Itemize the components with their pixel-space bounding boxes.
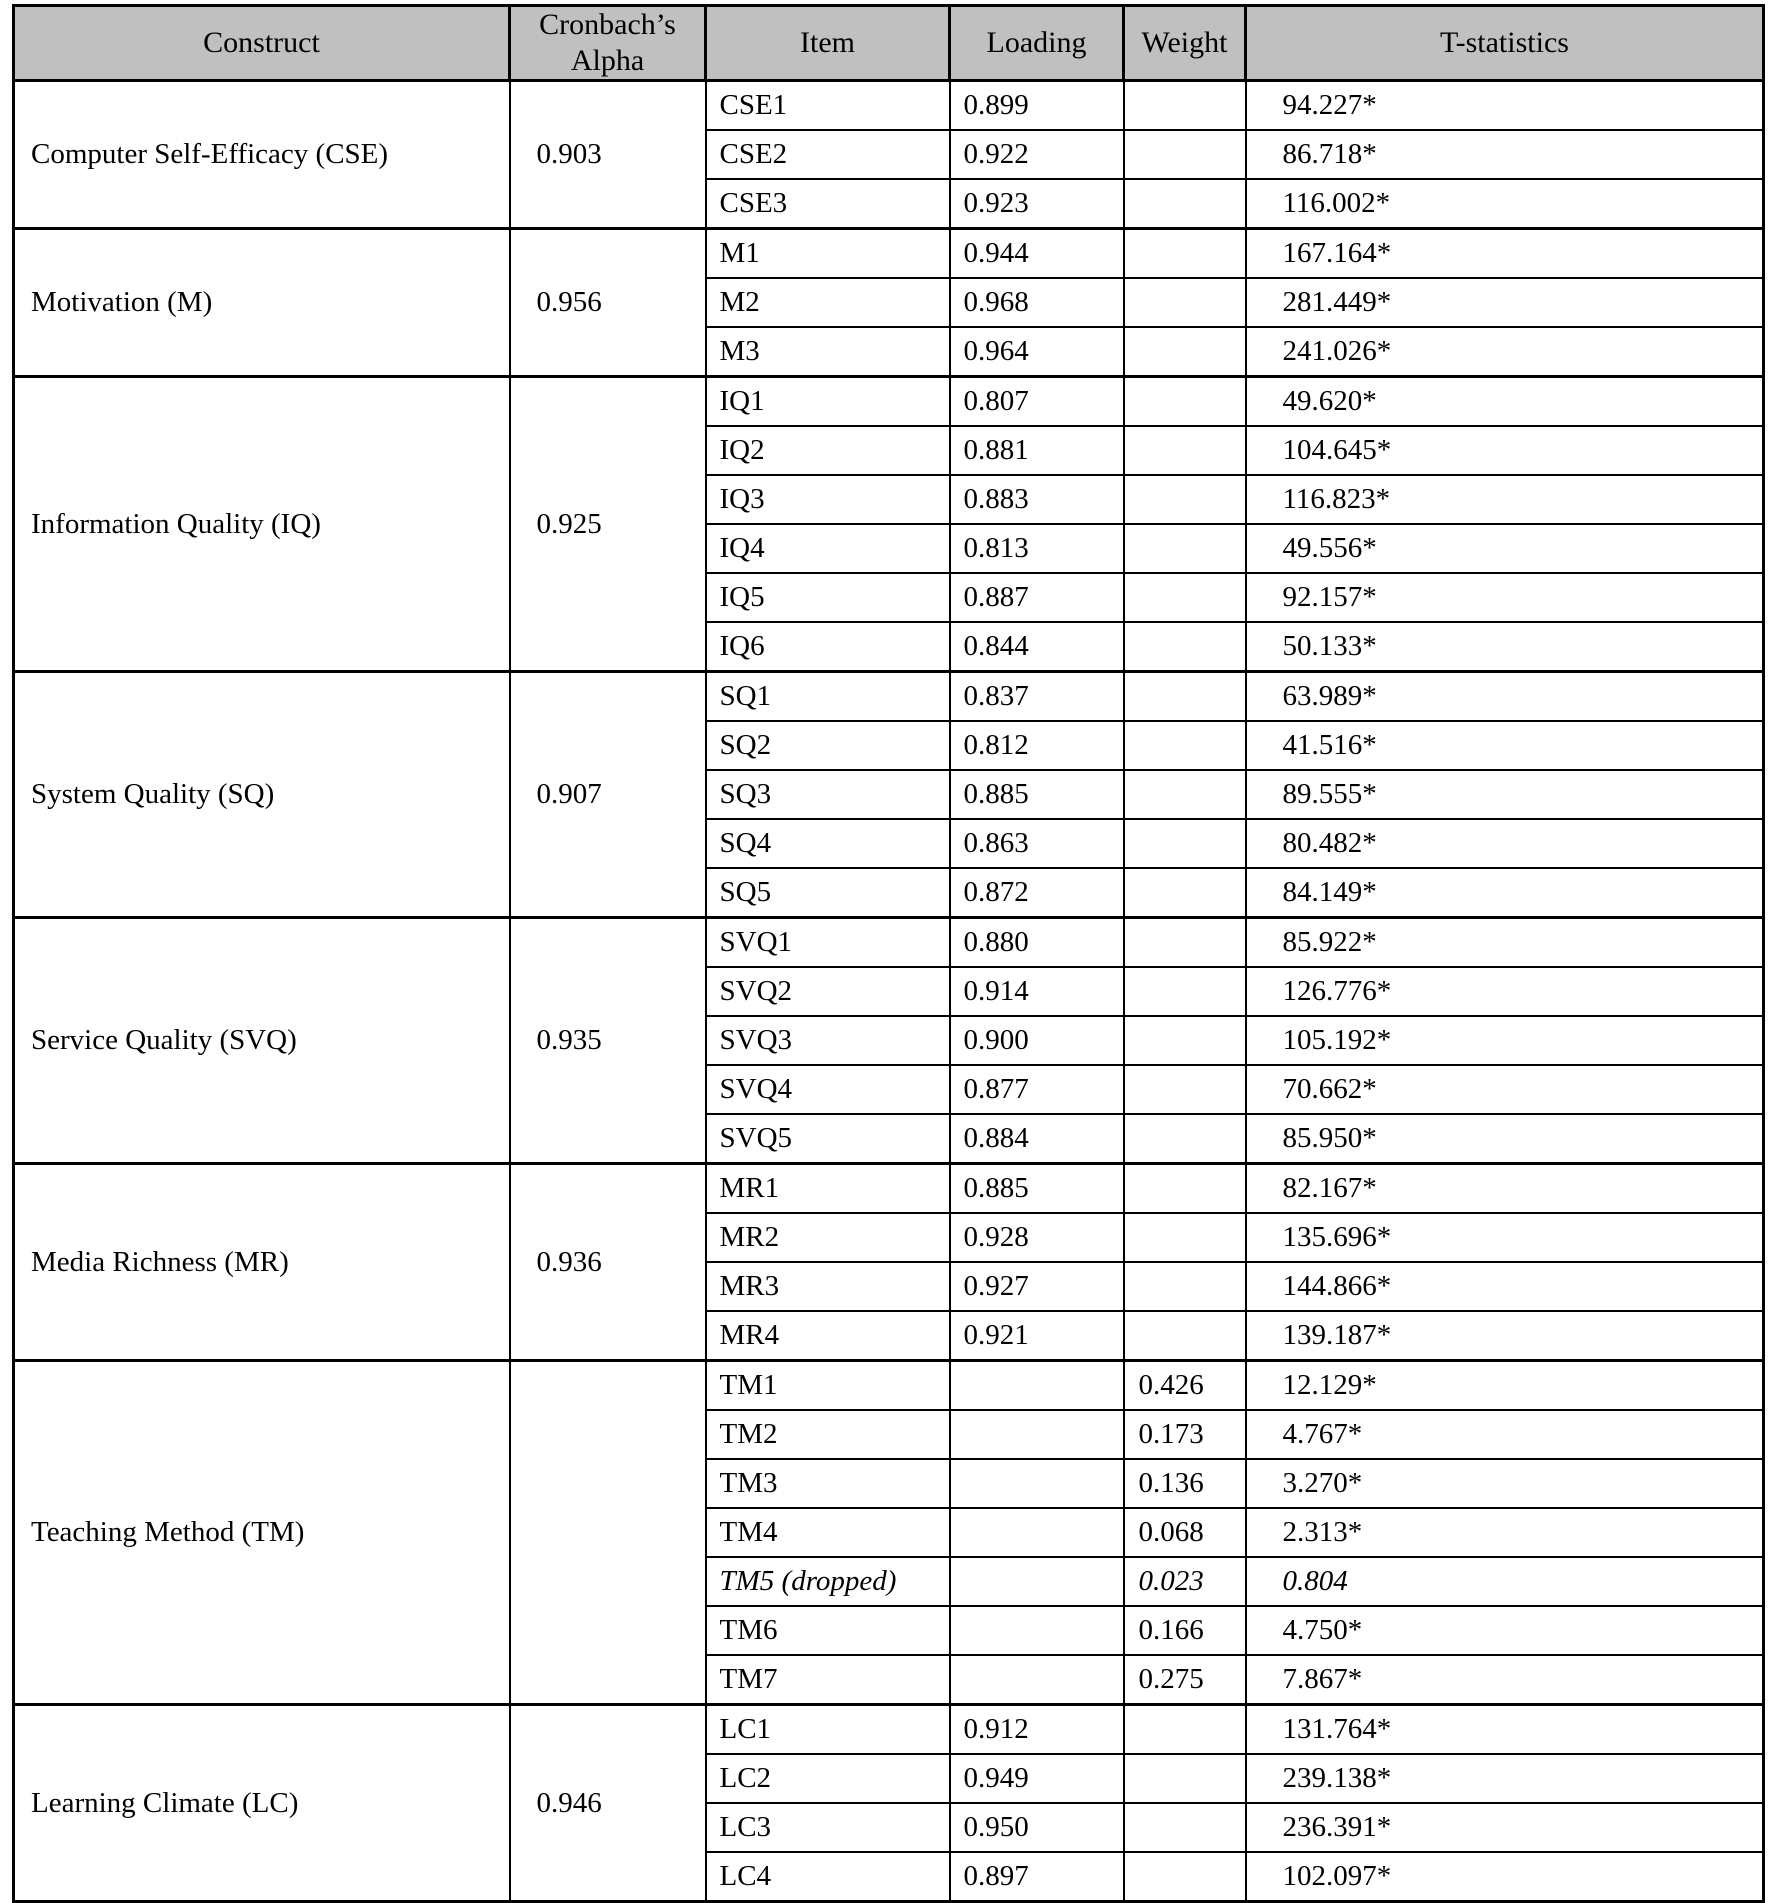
loading-cell: [950, 1508, 1124, 1557]
t-statistic-cell: 135.696*: [1246, 1213, 1764, 1262]
loading-cell: 0.807: [950, 377, 1124, 427]
loading-cell: [950, 1606, 1124, 1655]
item-cell: MR3: [706, 1262, 950, 1311]
t-statistic-cell: 281.449*: [1246, 278, 1764, 327]
item-cell: IQ3: [706, 475, 950, 524]
weight-cell: [1124, 278, 1246, 327]
t-statistic-cell: 49.620*: [1246, 377, 1764, 427]
weight-cell: 0.023: [1124, 1557, 1246, 1606]
item-cell: LC4: [706, 1852, 950, 1902]
item-cell: SQ1: [706, 672, 950, 722]
item-cell: SVQ4: [706, 1065, 950, 1114]
item-cell: LC1: [706, 1705, 950, 1755]
construct-cell: Teaching Method (TM): [14, 1361, 510, 1705]
t-statistic-cell: 131.764*: [1246, 1705, 1764, 1755]
loading-cell: 0.922: [950, 130, 1124, 179]
t-statistic-cell: 80.482*: [1246, 819, 1764, 868]
item-row: [14, 918, 1764, 968]
item-row: [14, 1705, 1764, 1755]
item-cell: SQ4: [706, 819, 950, 868]
t-statistic-cell: 84.149*: [1246, 868, 1764, 918]
item-row: [14, 377, 1764, 427]
weight-cell: [1124, 426, 1246, 475]
item-cell: CSE3: [706, 179, 950, 229]
item-cell: TM1: [706, 1361, 950, 1411]
loading-cell: 0.885: [950, 770, 1124, 819]
weight-cell: [1124, 721, 1246, 770]
weight-cell: [1124, 327, 1246, 377]
weight-cell: 0.426: [1124, 1361, 1246, 1411]
loading-cell: 0.914: [950, 967, 1124, 1016]
item-cell: SQ2: [706, 721, 950, 770]
t-statistic-cell: 50.133*: [1246, 622, 1764, 672]
loading-cell: 0.927: [950, 1262, 1124, 1311]
weight-cell: [1124, 377, 1246, 427]
loading-cell: [950, 1655, 1124, 1705]
weight-cell: [1124, 1213, 1246, 1262]
weight-cell: [1124, 81, 1246, 131]
t-statistic-cell: 4.767*: [1246, 1410, 1764, 1459]
t-statistic-cell: 104.645*: [1246, 426, 1764, 475]
t-statistic-cell: 92.157*: [1246, 573, 1764, 622]
weight-cell: [1124, 1065, 1246, 1114]
header-construct: Construct: [14, 6, 510, 81]
weight-cell: [1124, 868, 1246, 918]
header-item: Item: [706, 6, 950, 81]
item-cell: TM2: [706, 1410, 950, 1459]
header-weight: Weight: [1124, 6, 1246, 81]
loading-cell: 0.885: [950, 1164, 1124, 1214]
t-statistic-cell: 94.227*: [1246, 81, 1764, 131]
weight-cell: [1124, 770, 1246, 819]
item-cell: MR4: [706, 1311, 950, 1361]
item-cell: LC3: [706, 1803, 950, 1852]
loading-cell: 0.897: [950, 1852, 1124, 1902]
measurement-model-table: [12, 4, 1765, 1903]
weight-cell: [1124, 1262, 1246, 1311]
weight-cell: [1124, 1754, 1246, 1803]
cronbachs-alpha-cell: 0.936: [510, 1164, 706, 1361]
loading-cell: 0.887: [950, 573, 1124, 622]
weight-cell: 0.068: [1124, 1508, 1246, 1557]
weight-cell: 0.136: [1124, 1459, 1246, 1508]
table-body: [14, 81, 1764, 1902]
t-statistic-cell: 7.867*: [1246, 1655, 1764, 1705]
weight-cell: [1124, 1164, 1246, 1214]
construct-cell: Motivation (M): [14, 229, 510, 377]
item-cell: M2: [706, 278, 950, 327]
weight-cell: 0.166: [1124, 1606, 1246, 1655]
loading-cell: 0.921: [950, 1311, 1124, 1361]
t-statistic-cell: 116.002*: [1246, 179, 1764, 229]
construct-cell: Learning Climate (LC): [14, 1705, 510, 1902]
t-statistic-cell: 0.804: [1246, 1557, 1764, 1606]
weight-cell: [1124, 967, 1246, 1016]
item-cell: SQ3: [706, 770, 950, 819]
loading-cell: 0.964: [950, 327, 1124, 377]
item-cell: TM3: [706, 1459, 950, 1508]
t-statistic-cell: 105.192*: [1246, 1016, 1764, 1065]
item-cell: TM4: [706, 1508, 950, 1557]
loading-cell: 0.923: [950, 179, 1124, 229]
t-statistic-cell: 89.555*: [1246, 770, 1764, 819]
loading-cell: [950, 1557, 1124, 1606]
weight-cell: [1124, 1311, 1246, 1361]
weight-cell: [1124, 672, 1246, 722]
t-statistic-cell: 2.313*: [1246, 1508, 1764, 1557]
loading-cell: 0.968: [950, 278, 1124, 327]
construct-cell: Media Richness (MR): [14, 1164, 510, 1361]
item-row: [14, 229, 1764, 279]
loading-cell: 0.813: [950, 524, 1124, 573]
header-loading: Loading: [950, 6, 1124, 81]
weight-cell: [1124, 1705, 1246, 1755]
t-statistic-cell: 144.866*: [1246, 1262, 1764, 1311]
item-row: [14, 81, 1764, 131]
weight-cell: [1124, 229, 1246, 279]
weight-cell: 0.173: [1124, 1410, 1246, 1459]
loading-cell: 0.899: [950, 81, 1124, 131]
construct-cell: Information Quality (IQ): [14, 377, 510, 672]
weight-cell: [1124, 130, 1246, 179]
item-cell: TM7: [706, 1655, 950, 1705]
cronbachs-alpha-cell: 0.935: [510, 918, 706, 1164]
weight-cell: [1124, 1016, 1246, 1065]
loading-cell: 0.877: [950, 1065, 1124, 1114]
weight-cell: [1124, 475, 1246, 524]
item-cell: M3: [706, 327, 950, 377]
cronbachs-alpha-cell: 0.907: [510, 672, 706, 918]
weight-cell: [1124, 622, 1246, 672]
item-cell: TM5 (dropped): [706, 1557, 950, 1606]
cronbachs-alpha-cell: 0.903: [510, 81, 706, 229]
loading-cell: 0.837: [950, 672, 1124, 722]
item-cell: MR1: [706, 1164, 950, 1214]
t-statistic-cell: 82.167*: [1246, 1164, 1764, 1214]
t-statistic-cell: 3.270*: [1246, 1459, 1764, 1508]
item-cell: CSE2: [706, 130, 950, 179]
item-cell: TM6: [706, 1606, 950, 1655]
item-cell: SVQ1: [706, 918, 950, 968]
t-statistic-cell: 167.164*: [1246, 229, 1764, 279]
item-cell: IQ2: [706, 426, 950, 475]
loading-cell: 0.863: [950, 819, 1124, 868]
header-t-statistics: T-statistics: [1246, 6, 1764, 81]
weight-cell: [1124, 179, 1246, 229]
item-cell: SVQ3: [706, 1016, 950, 1065]
t-statistic-cell: 239.138*: [1246, 1754, 1764, 1803]
item-cell: IQ4: [706, 524, 950, 573]
loading-cell: 0.949: [950, 1754, 1124, 1803]
construct-cell: Computer Self-Efficacy (CSE): [14, 81, 510, 229]
loading-cell: 0.950: [950, 1803, 1124, 1852]
weight-cell: [1124, 1114, 1246, 1164]
t-statistic-cell: 49.556*: [1246, 524, 1764, 573]
item-row: [14, 1164, 1764, 1214]
header-row: [14, 6, 1764, 81]
weight-cell: [1124, 918, 1246, 968]
item-cell: IQ6: [706, 622, 950, 672]
t-statistic-cell: 126.776*: [1246, 967, 1764, 1016]
t-statistic-cell: 70.662*: [1246, 1065, 1764, 1114]
weight-cell: [1124, 573, 1246, 622]
header-cronbachs-alpha: Cronbach’s Alpha: [510, 6, 706, 81]
t-statistic-cell: 85.922*: [1246, 918, 1764, 968]
loading-cell: [950, 1459, 1124, 1508]
item-cell: MR2: [706, 1213, 950, 1262]
item-cell: SQ5: [706, 868, 950, 918]
t-statistic-cell: 241.026*: [1246, 327, 1764, 377]
loading-cell: 0.884: [950, 1114, 1124, 1164]
item-cell: IQ1: [706, 377, 950, 427]
loading-cell: 0.881: [950, 426, 1124, 475]
loading-cell: 0.883: [950, 475, 1124, 524]
loading-cell: 0.812: [950, 721, 1124, 770]
item-row: [14, 672, 1764, 722]
item-cell: SVQ2: [706, 967, 950, 1016]
t-statistic-cell: 63.989*: [1246, 672, 1764, 722]
cronbachs-alpha-cell: 0.925: [510, 377, 706, 672]
t-statistic-cell: 102.097*: [1246, 1852, 1764, 1902]
weight-cell: [1124, 1852, 1246, 1902]
cronbachs-alpha-cell: 0.946: [510, 1705, 706, 1902]
loading-cell: 0.912: [950, 1705, 1124, 1755]
t-statistic-cell: 12.129*: [1246, 1361, 1764, 1411]
item-cell: LC2: [706, 1754, 950, 1803]
item-cell: CSE1: [706, 81, 950, 131]
t-statistic-cell: 116.823*: [1246, 475, 1764, 524]
loading-cell: [950, 1410, 1124, 1459]
construct-cell: System Quality (SQ): [14, 672, 510, 918]
loading-cell: 0.880: [950, 918, 1124, 968]
loading-cell: 0.944: [950, 229, 1124, 279]
weight-cell: [1124, 819, 1246, 868]
item-cell: SVQ5: [706, 1114, 950, 1164]
weight-cell: 0.275: [1124, 1655, 1246, 1705]
item-row: [14, 1361, 1764, 1411]
t-statistic-cell: 41.516*: [1246, 721, 1764, 770]
t-statistic-cell: 139.187*: [1246, 1311, 1764, 1361]
t-statistic-cell: 236.391*: [1246, 1803, 1764, 1852]
weight-cell: [1124, 524, 1246, 573]
weight-cell: [1124, 1803, 1246, 1852]
loading-cell: 0.872: [950, 868, 1124, 918]
loading-cell: 0.844: [950, 622, 1124, 672]
t-statistic-cell: 85.950*: [1246, 1114, 1764, 1164]
loading-cell: [950, 1361, 1124, 1411]
loading-cell: 0.928: [950, 1213, 1124, 1262]
t-statistic-cell: 86.718*: [1246, 130, 1764, 179]
construct-cell: Service Quality (SVQ): [14, 918, 510, 1164]
cronbachs-alpha-cell: 0.956: [510, 229, 706, 377]
cronbachs-alpha-cell: [510, 1361, 706, 1705]
item-cell: IQ5: [706, 573, 950, 622]
t-statistic-cell: 4.750*: [1246, 1606, 1764, 1655]
loading-cell: 0.900: [950, 1016, 1124, 1065]
item-cell: M1: [706, 229, 950, 279]
